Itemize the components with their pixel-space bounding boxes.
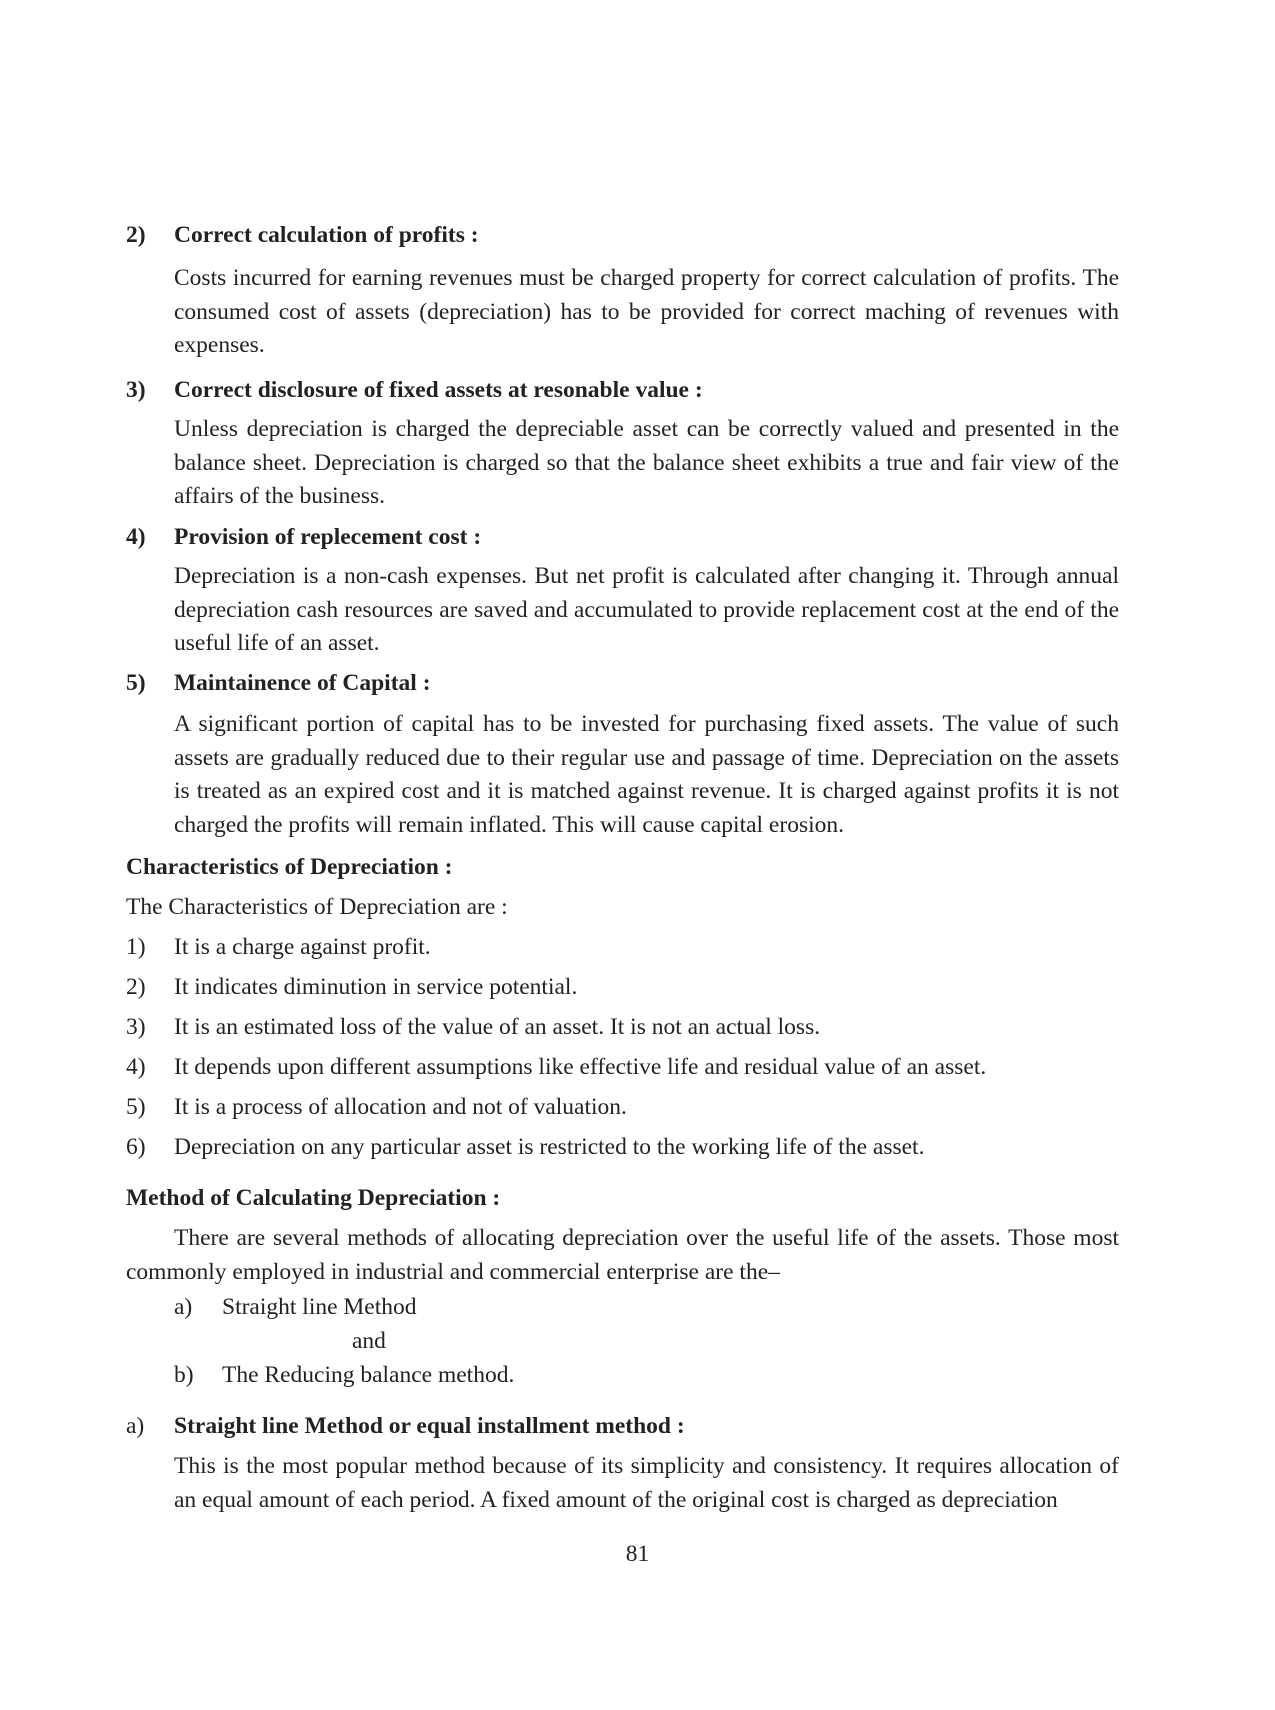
section-body-4: Depreciation is a non-cash expenses. But net profit is calculated after changing it. Through annual depreciation cash resources are saved and accumulated to provide replacement cost at the end of the useful life of an asset. bbox=[174, 563, 1119, 656]
section-number: 3) bbox=[126, 377, 146, 403]
methods-intro bbox=[126, 1222, 1119, 1289]
list-item-text: It indicates diminution in service potential. bbox=[174, 974, 578, 1000]
method-conjunction: and bbox=[352, 1328, 386, 1354]
section-title: Provision of replecement cost : bbox=[174, 524, 482, 550]
section-title: Straight line Method or equal installment method : bbox=[174, 1413, 685, 1439]
methods-heading: Method of Calculating Depreciation : bbox=[126, 1185, 501, 1211]
section-number: a) bbox=[126, 1413, 145, 1439]
methods-intro-text: There are several methods of allocating depreciation over the useful life of the assets. Those most commonly employed in industrial and commercial enterprise are the– bbox=[126, 1225, 1119, 1285]
list-item-text: It depends upon different assumptions like effective life and residual value of an asset. bbox=[174, 1054, 987, 1080]
straight-line-body: This is the most popular method because of its simplicity and consistency. It requires allocation of an equal amount of each period. A fixed amount of the original cost is charged as depreciation bbox=[174, 1453, 1119, 1513]
method-option-letter: b) bbox=[174, 1362, 194, 1388]
section-number: 4) bbox=[126, 524, 146, 550]
list-item-text: It is a process of allocation and not of valuation. bbox=[174, 1094, 627, 1120]
section-body-5: A significant portion of capital has to be invested for purchasing fixed assets. The value of such assets are gradually reduced due to their regular use and passage of time. Depreciation on the assets is treated as an expired cost and it is matched against revenue. It is charged against profits it is not charged the profits will remain inflated. This will cause capital erosion. bbox=[174, 711, 1119, 838]
section-body-3: Unless depreciation is charged the depreciable asset can be correctly valued and presented in the balance sheet. Depreciation is charged so that the balance sheet exhibits a true and fair view of the affairs of the business. bbox=[174, 416, 1119, 509]
list-item-number: 6) bbox=[126, 1134, 146, 1160]
method-option-text: Straight line Method bbox=[222, 1294, 417, 1320]
list-item-number: 3) bbox=[126, 1014, 146, 1040]
section-number: 5) bbox=[126, 670, 146, 696]
method-option-letter: a) bbox=[174, 1294, 193, 1320]
method-option-text: The Reducing balance method. bbox=[222, 1362, 515, 1388]
list-item-text: It is a charge against profit. bbox=[174, 934, 431, 960]
section-title: Correct calculation of profits : bbox=[174, 222, 479, 248]
section-title: Maintainence of Capital : bbox=[174, 670, 431, 696]
section-body-2: Costs incurred for earning revenues must be charged property for correct calculation of profits. The consumed cost of assets (depreciation) has to be provided for correct maching of revenues with expenses. bbox=[174, 265, 1119, 358]
list-item-number: 1) bbox=[126, 934, 146, 960]
list-item-number: 5) bbox=[126, 1094, 146, 1120]
list-item-number: 2) bbox=[126, 974, 146, 1000]
page-number: 81 bbox=[625, 1541, 650, 1567]
characteristics-heading: Characteristics of Depreciation : bbox=[126, 854, 453, 880]
list-item-number: 4) bbox=[126, 1054, 146, 1080]
section-title: Correct disclosure of fixed assets at resonable value : bbox=[174, 377, 703, 403]
list-item-text: Depreciation on any particular asset is restricted to the working life of the asset. bbox=[174, 1134, 925, 1160]
list-item-text: It is an estimated loss of the value of an asset. It is not an actual loss. bbox=[174, 1014, 821, 1040]
characteristics-intro: The Characteristics of Depreciation are : bbox=[126, 894, 508, 920]
section-number: 2) bbox=[126, 222, 146, 248]
